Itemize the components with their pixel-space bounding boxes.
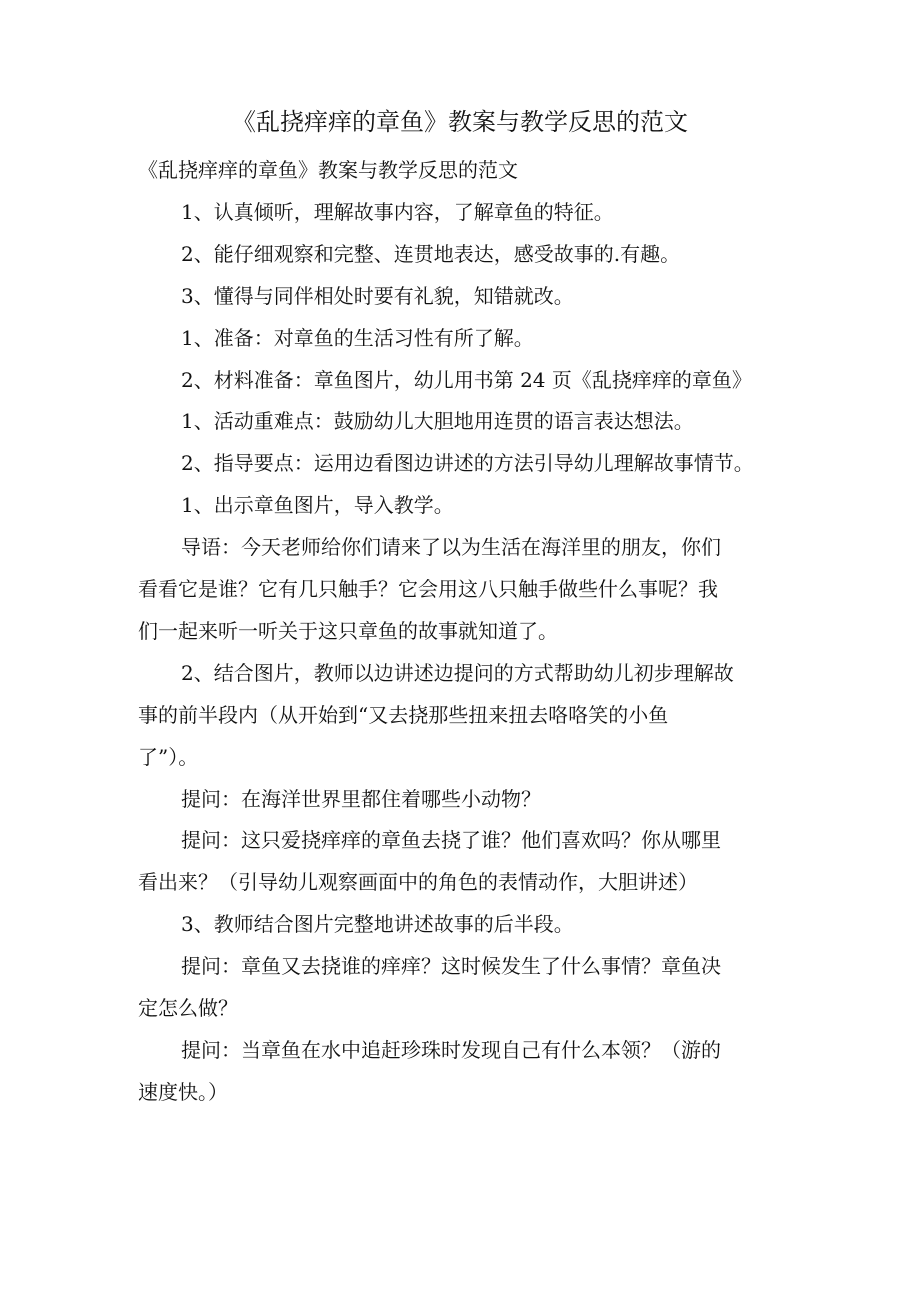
text-line: 1、活动重难点：鼓励幼儿大胆地用连贯的语言表达想法。 [181,409,694,434]
text-line: 提问：章鱼又去挠谁的痒痒？这时候发生了什么事情？章鱼决 [181,954,721,979]
text-line: 导语：今天老师给你们请来了以为生活在海洋里的朋友，你们 [181,535,721,560]
text-line: 3、懂得与同伴相处时要有礼貌，知错就改。 [181,283,574,308]
text-line: 定怎么做？ [138,996,238,1020]
text-line: 看看它是谁？它有几只触手？它会用这八只触手做些什么事呢？我 [138,577,718,601]
text-line: 1、准备：对章鱼的生活习性有所了解。 [181,325,534,350]
text-line: 提问：在海洋世界里都住着哪些小动物？ [181,786,541,811]
text-line: 看出来？（引导幼儿观察画面中的角色的表情动作，大胆讲述） [138,870,698,895]
text-line: 《乱挠痒痒的章鱼》教案与教学反思的范文 [138,158,518,182]
text-line: 提问：当章鱼在水中追赶珍珠时发现自己有什么本领？（游的 [181,1037,721,1062]
text-line: 2、能仔细观察和完整、连贯地表达，感受故事的.有趣。 [181,241,681,266]
document-title: 《乱挠痒痒的章鱼》教案与教学反思的范文 [232,108,688,136]
text-line: 们一起来听一听关于这只章鱼的故事就知道了。 [138,618,558,643]
text-line: 1、认真倾听，理解故事内容，了解章鱼的特征。 [181,199,614,224]
text-line: 1、出示章鱼图片，导入教学。 [181,493,454,518]
text-line: 了”）。 [138,744,199,769]
text-line: 事的前半段内（从开始到“又去挠那些扭来扭去咯咯笑的小鱼 [138,702,669,727]
text-line: 提问：这只爱挠痒痒的章鱼去挠了谁？他们喜欢吗？你从哪里 [181,828,721,853]
text-line: 2、结合图片，教师以边讲述边提问的方式帮助幼儿初步理解故 [181,660,734,685]
text-line: 3、教师结合图片完整地讲述故事的后半段。 [181,912,574,937]
text-line: 速度快。） [138,1079,228,1104]
text-line: 2、指导要点：运用边看图边讲述的方法引导幼儿理解故事情节。 [181,451,754,476]
text-line: 2、材料准备：章鱼图片，幼儿用书第 24 页《乱挠痒痒的章鱼》 [181,367,752,392]
